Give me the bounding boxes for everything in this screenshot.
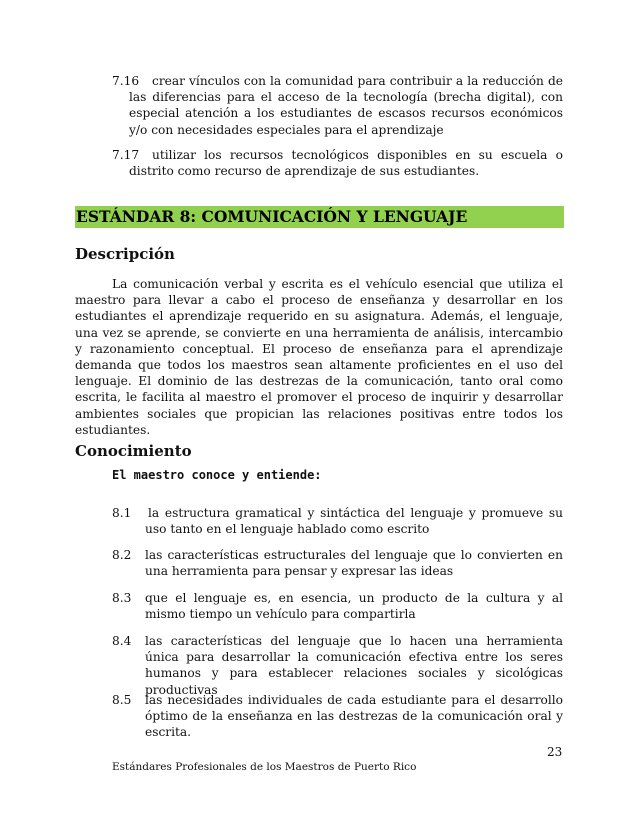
standard-heading-bar	[75, 206, 564, 228]
knowledge-heading: Conocimiento	[75, 442, 192, 460]
description-heading: Descripción	[75, 245, 175, 263]
list-item	[112, 633, 563, 698]
page-number: 23	[547, 745, 563, 759]
item-text: que el lenguaje es, en esencia, un producto de la cultura y al mismo tiempo un vehículo para compartirla	[145, 591, 563, 622]
item-number: 8.5	[112, 693, 132, 707]
standard-heading: ESTÁNDAR 8: COMUNICACIÓN Y LENGUAJE	[76, 207, 468, 226]
item-number: 7.17	[112, 148, 140, 162]
item-text: crear vínculos con la comunidad para contribuir a la reducción de las diferencias para el acceso de la tecnología (brecha digital), con especial atención a los estudiantes de escasos recursos económicos y/o con necesidades especiales para el aprendizaje	[129, 74, 563, 137]
item-number: 8.1	[112, 506, 132, 520]
item-text: las características del lenguaje que lo hacen una herramienta única para desarrollar la comunicación efectiva entre los seres humanos y para establecer relaciones sociales y sicológicas productivas	[145, 634, 563, 697]
list-item	[112, 692, 563, 741]
item-text: utilizar los recursos tecnológicos disponibles en su escuela o distrito como recurso de aprendizaje de sus estudiantes.	[129, 148, 563, 179]
list-item	[112, 547, 563, 579]
item-text: la estructura gramatical y sintáctica del lenguaje y promueve su uso tanto en el lenguaje hablado como escrito	[145, 506, 563, 537]
item-text: las necesidades individuales de cada estudiante para el desarrollo óptimo de la enseñanza en las destrezas de la comunicación oral y escrita.	[145, 693, 563, 740]
description-paragraph	[75, 276, 563, 438]
list-item	[112, 147, 563, 179]
item-number: 8.3	[112, 591, 132, 605]
page-footer: Estándares Profesionales de los Maestros de Puerto Rico	[112, 761, 417, 773]
list-item	[112, 505, 563, 537]
description-text: La comunicación verbal y escrita es el vehículo esencial que utiliza el maestro para llevar a cabo el proceso de enseñanza y desarrollar en los estudiantes el aprendizaje requerido en su asignatura. Además, el lenguaje, una vez se aprende, se convierte en una herramienta de análisis, intercambio y razonamiento conceptual. El proceso de enseñanza para el aprendizaje demanda que todos los maestros sean altamente proficientes en el uso del lenguaje. El dominio de las destrezas de la comunicación, tanto oral como escrita, le facilita al maestro el promover el proceso de inquirir y desarrollar ambientes sociales que propician las relaciones positivas entre todos los estudiantes.	[75, 277, 563, 437]
item-text: las características estructurales del lenguaje que lo convierten en una herramienta para pensar y expresar las ideas	[145, 548, 563, 579]
list-item	[112, 73, 563, 138]
list-item	[112, 590, 563, 622]
item-number: 8.4	[112, 634, 132, 648]
item-number: 8.2	[112, 548, 132, 562]
item-number: 7.16	[112, 74, 140, 88]
knowledge-subheading: El maestro conoce y entiende:	[112, 468, 322, 482]
